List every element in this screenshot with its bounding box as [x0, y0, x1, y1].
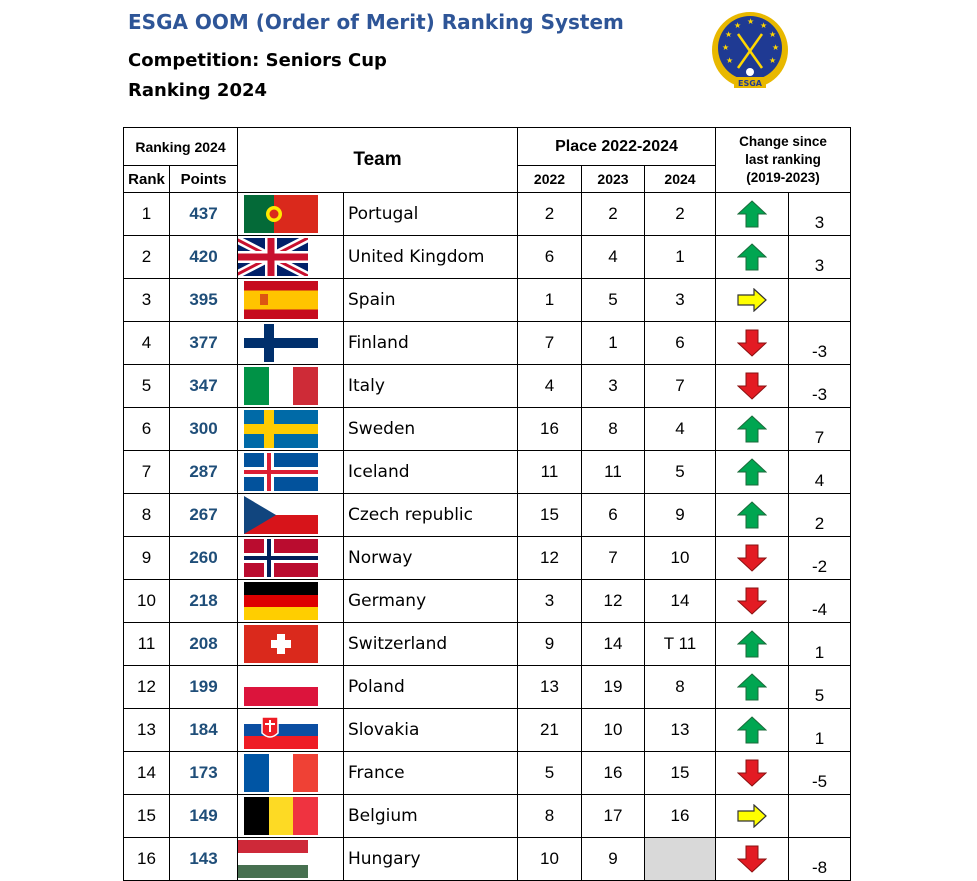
table-row: [124, 236, 851, 279]
table-row: [124, 451, 851, 494]
place-2022-cell: 4: [518, 365, 582, 408]
points-cell: 347: [170, 365, 238, 408]
uk-flag: [238, 238, 309, 276]
trend-arrow-cell: [716, 494, 789, 537]
germany-flag: [244, 582, 318, 620]
place-2022-cell: 21: [518, 709, 582, 752]
sweden-flag: [244, 410, 318, 448]
flag-cell: [238, 838, 344, 881]
flag-cell: [238, 752, 344, 795]
table-row: [124, 580, 851, 623]
place-2022-cell: 10: [518, 838, 582, 881]
rank-cell: 6: [124, 408, 170, 451]
header-change-line1: Change since: [739, 134, 827, 149]
flag-cell: [238, 236, 344, 279]
team-name-cell: United Kingdom: [344, 236, 518, 279]
points-cell: 267: [170, 494, 238, 537]
points-cell: 377: [170, 322, 238, 365]
hungary-flag: [238, 840, 309, 878]
place-2022-cell: 9: [518, 623, 582, 666]
place-2023-cell: 4: [582, 236, 645, 279]
change-value-cell: -4: [789, 580, 851, 623]
svg-text:★: ★: [725, 30, 733, 39]
header-points: Points: [170, 166, 238, 193]
points-cell: 149: [170, 795, 238, 838]
arrow-up-icon: [716, 200, 788, 228]
arrow-down-icon: [716, 372, 788, 400]
place-2023-cell: 16: [582, 752, 645, 795]
place-2023-cell: 17: [582, 795, 645, 838]
place-2024-cell: 13: [645, 709, 716, 752]
change-value-cell: 4: [789, 451, 851, 494]
change-value-cell: -3: [789, 365, 851, 408]
place-2024-cell: 16: [645, 795, 716, 838]
team-name-cell: Poland: [344, 666, 518, 709]
czech-flag: [244, 496, 318, 534]
header-place-range: Place 2022-2024: [518, 128, 716, 166]
points-cell: 300: [170, 408, 238, 451]
team-name-cell: Germany: [344, 580, 518, 623]
iceland-flag: [244, 453, 318, 491]
team-name-cell: France: [344, 752, 518, 795]
svg-text:★: ★: [722, 43, 730, 52]
page-title: ESGA OOM (Order of Merit) Ranking System: [128, 10, 624, 34]
flag-cell: [238, 193, 344, 236]
team-name-cell: Sweden: [344, 408, 518, 451]
trend-arrow-cell: [716, 236, 789, 279]
team-name-cell: Belgium: [344, 795, 518, 838]
belgium-flag: [244, 797, 318, 835]
place-2024-cell: 10: [645, 537, 716, 580]
points-cell: 208: [170, 623, 238, 666]
table-row: [124, 752, 851, 795]
place-2022-cell: 13: [518, 666, 582, 709]
team-name-cell: Finland: [344, 322, 518, 365]
rank-cell: 10: [124, 580, 170, 623]
place-2024-cell: 3: [645, 279, 716, 322]
header-team: Team: [238, 128, 518, 193]
rank-cell: 8: [124, 494, 170, 537]
trend-arrow-cell: [716, 752, 789, 795]
table-row: [124, 279, 851, 322]
rank-cell: 4: [124, 322, 170, 365]
rank-cell: 9: [124, 537, 170, 580]
place-2023-cell: 2: [582, 193, 645, 236]
ranking-year-label: Ranking 2024: [128, 80, 268, 101]
place-2023-cell: 3: [582, 365, 645, 408]
change-value-cell: 3: [789, 236, 851, 279]
switzerland-flag: [244, 625, 318, 663]
table-row: [124, 193, 851, 236]
trend-arrow-cell: [716, 795, 789, 838]
arrow-up-icon: [716, 673, 788, 701]
finland-flag: [244, 324, 318, 362]
rank-cell: 16: [124, 838, 170, 881]
change-value-cell: 1: [789, 709, 851, 752]
place-2022-cell: 3: [518, 580, 582, 623]
logo-text: ESGA: [738, 79, 762, 88]
team-name-cell: Hungary: [344, 838, 518, 881]
points-cell: 218: [170, 580, 238, 623]
table-row: [124, 709, 851, 752]
place-2023-cell: 1: [582, 322, 645, 365]
arrow-right-icon: [716, 804, 788, 828]
header-change-line2: last ranking: [745, 152, 821, 167]
points-cell: 199: [170, 666, 238, 709]
change-value-cell: -2: [789, 537, 851, 580]
place-2023-cell: 7: [582, 537, 645, 580]
points-cell: 420: [170, 236, 238, 279]
flag-cell: [238, 580, 344, 623]
rank-cell: 2: [124, 236, 170, 279]
place-2022-cell: 1: [518, 279, 582, 322]
trend-arrow-cell: [716, 623, 789, 666]
table-row: [124, 322, 851, 365]
place-2023-cell: 9: [582, 838, 645, 881]
team-name-cell: Iceland: [344, 451, 518, 494]
svg-text:★: ★: [772, 43, 780, 52]
team-name-cell: Switzerland: [344, 623, 518, 666]
norway-flag: [244, 539, 318, 577]
place-2024-cell: 14: [645, 580, 716, 623]
change-value-cell: -3: [789, 322, 851, 365]
place-2023-cell: 11: [582, 451, 645, 494]
flag-cell: [238, 494, 344, 537]
flag-cell: [238, 365, 344, 408]
points-cell: 143: [170, 838, 238, 881]
header-2022: 2022: [518, 166, 582, 193]
team-name-cell: Spain: [344, 279, 518, 322]
svg-text:★: ★: [769, 56, 777, 65]
team-name-cell: Czech republic: [344, 494, 518, 537]
trend-arrow-cell: [716, 580, 789, 623]
rank-cell: 3: [124, 279, 170, 322]
italy-flag: [244, 367, 318, 405]
place-2022-cell: 5: [518, 752, 582, 795]
flag-cell: [238, 537, 344, 580]
svg-text:★: ★: [747, 17, 755, 26]
place-2023-cell: 14: [582, 623, 645, 666]
points-cell: 395: [170, 279, 238, 322]
arrow-up-icon: [716, 501, 788, 529]
table-row: [124, 494, 851, 537]
header-rank: Rank: [124, 166, 170, 193]
place-2024-cell: 6: [645, 322, 716, 365]
place-2022-cell: 11: [518, 451, 582, 494]
points-cell: 287: [170, 451, 238, 494]
arrow-up-icon: [716, 630, 788, 658]
team-name-cell: Norway: [344, 537, 518, 580]
change-value-cell: -5: [789, 752, 851, 795]
svg-text:★: ★: [760, 21, 768, 30]
change-value-cell: 7: [789, 408, 851, 451]
place-2022-cell: 2: [518, 193, 582, 236]
spain-flag: [244, 281, 318, 319]
trend-arrow-cell: [716, 451, 789, 494]
flag-cell: [238, 795, 344, 838]
rank-cell: 5: [124, 365, 170, 408]
place-2022-cell: 8: [518, 795, 582, 838]
place-2023-cell: 12: [582, 580, 645, 623]
portugal-flag: [244, 195, 318, 233]
points-cell: 173: [170, 752, 238, 795]
place-2023-cell: 10: [582, 709, 645, 752]
trend-arrow-cell: [716, 838, 789, 881]
place-2024-cell: 5: [645, 451, 716, 494]
change-value-cell: [789, 279, 851, 322]
place-2023-cell: 6: [582, 494, 645, 537]
points-cell: 184: [170, 709, 238, 752]
place-2022-cell: 7: [518, 322, 582, 365]
rank-cell: 1: [124, 193, 170, 236]
arrow-down-icon: [716, 845, 788, 873]
arrow-down-icon: [716, 759, 788, 787]
change-value-cell: [789, 795, 851, 838]
rank-cell: 13: [124, 709, 170, 752]
points-cell: 260: [170, 537, 238, 580]
flag-cell: [238, 408, 344, 451]
place-2022-cell: 15: [518, 494, 582, 537]
place-2024-cell: 2: [645, 193, 716, 236]
change-value-cell: 5: [789, 666, 851, 709]
rank-cell: 7: [124, 451, 170, 494]
place-2022-cell: 16: [518, 408, 582, 451]
flag-cell: [238, 279, 344, 322]
slovakia-flag: [244, 711, 318, 749]
rank-cell: 14: [124, 752, 170, 795]
header-change-line3: (2019-2023): [746, 170, 820, 185]
table-row: [124, 838, 851, 881]
ranking-table: [123, 127, 851, 881]
table-row: [124, 623, 851, 666]
arrow-up-icon: [716, 716, 788, 744]
place-2024-cell: 9: [645, 494, 716, 537]
place-2023-cell: 5: [582, 279, 645, 322]
trend-arrow-cell: [716, 408, 789, 451]
table-row: [124, 666, 851, 709]
arrow-up-icon: [716, 458, 788, 486]
flag-cell: [238, 709, 344, 752]
svg-text:★: ★: [734, 21, 742, 30]
competition-label: Competition: Seniors Cup: [128, 50, 387, 71]
svg-text:★: ★: [726, 56, 734, 65]
place-2022-cell: 6: [518, 236, 582, 279]
trend-arrow-cell: [716, 365, 789, 408]
trend-arrow-cell: [716, 322, 789, 365]
header-2023: 2023: [582, 166, 645, 193]
place-2024-cell: T 11: [645, 623, 716, 666]
trend-arrow-cell: [716, 537, 789, 580]
team-name-cell: Italy: [344, 365, 518, 408]
table-row: [124, 537, 851, 580]
trend-arrow-cell: [716, 666, 789, 709]
svg-text:★: ★: [769, 30, 777, 39]
change-value-cell: 1: [789, 623, 851, 666]
flag-cell: [238, 666, 344, 709]
arrow-down-icon: [716, 544, 788, 572]
place-2024-cell: 1: [645, 236, 716, 279]
table-row: [124, 795, 851, 838]
place-2023-cell: 19: [582, 666, 645, 709]
arrow-down-icon: [716, 329, 788, 357]
flag-cell: [238, 623, 344, 666]
rank-cell: 11: [124, 623, 170, 666]
team-name-cell: Portugal: [344, 193, 518, 236]
trend-arrow-cell: [716, 193, 789, 236]
arrow-up-icon: [716, 415, 788, 443]
change-value-cell: -8: [789, 838, 851, 881]
table-row: [124, 365, 851, 408]
flag-cell: [238, 451, 344, 494]
header-change: [716, 128, 851, 193]
rank-cell: 12: [124, 666, 170, 709]
place-2024-cell: 15: [645, 752, 716, 795]
change-value-cell: 3: [789, 193, 851, 236]
place-2024-cell: 4: [645, 408, 716, 451]
rank-cell: 15: [124, 795, 170, 838]
esga-logo: [710, 10, 790, 90]
place-2022-cell: 12: [518, 537, 582, 580]
france-flag: [244, 754, 318, 792]
change-value-cell: 2: [789, 494, 851, 537]
place-2024-cell: 7: [645, 365, 716, 408]
place-2023-cell: 8: [582, 408, 645, 451]
flag-cell: [238, 322, 344, 365]
arrow-down-icon: [716, 587, 788, 615]
poland-flag: [244, 668, 318, 706]
arrow-up-icon: [716, 243, 788, 271]
table-row: [124, 408, 851, 451]
header-2024: 2024: [645, 166, 716, 193]
arrow-right-icon: [716, 288, 788, 312]
place-2024-cell: [645, 838, 716, 881]
team-name-cell: Slovakia: [344, 709, 518, 752]
place-2024-cell: 8: [645, 666, 716, 709]
header-ranking-2024: Ranking 2024: [124, 128, 238, 166]
points-cell: 437: [170, 193, 238, 236]
trend-arrow-cell: [716, 709, 789, 752]
trend-arrow-cell: [716, 279, 789, 322]
